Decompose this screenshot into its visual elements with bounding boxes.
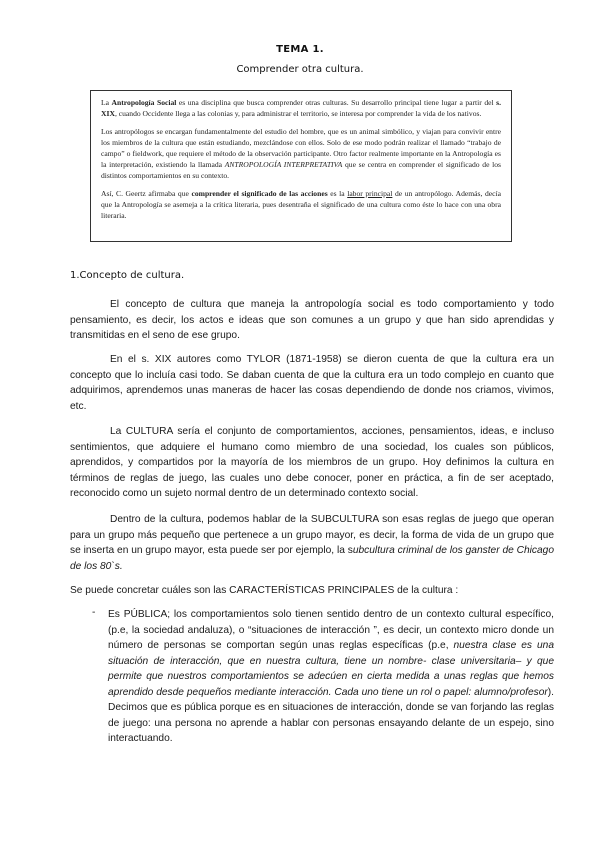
summary-box <box>90 90 512 242</box>
body-paragraph-2: En el s. XIX autores como TYLOR (1871-1958) se dieron cuenta de que la cultura era un concepto que lo incluía casi todo. Se daban cuenta de que la cultura era un todo complejo en cuanto que adquirimos, aprendemos unas maneras de hacer las cosas dependiendo de donde nos criamos, vivimos, etc. <box>70 354 554 412</box>
page-subtitle: Comprender otra cultura. <box>236 64 364 75</box>
summary-paragraph-2: Los antropólogos se encargan fundamentalmente del estudio del hombre, que es un animal simbólico, y viajan para convivir entre los miembros de la cultura que están estudiando, mezclándose con ellos. Solo de ese modo podrán realizar el llamado “trabajo de campo” o fieldwork, que requiere el método de la observación participante. Otro factor realmente importante en la Antropología es la interpretación, existiendo la llamada ANTROPOLOGÍA INTERPRETATIVA que se centra en comprender el significado de los distintos comportamientos en su contexto. <box>101 127 501 180</box>
page-title: TEMA 1. <box>276 44 324 55</box>
body-paragraph-4: Dentro de la cultura, podemos hablar de la SUBCULTURA son esas reglas de juego que operan para un grupo más pequeño que pertenece a un grupo mayor, es decir, la forma de vida de un grupo que se inserta en un grupo mayor, esta puede ser por ejemplo, la subcultura criminal de los ganster de Chicago de los 80`s. <box>70 514 554 572</box>
summary-paragraph-3: Así, C. Geertz afirmaba que comprender el significado de las acciones es la labor principal de un antropólogo. Además, decía que la Antropología se asemeja a la crítica literaria, pues desentraña el significado de una cultura como éste lo hace con una obra literaria. <box>101 189 501 220</box>
bullet-item-publica: Es PÚBLICA; los comportamientos solo tienen sentido dentro de un contexto cultural específico, (p.e, la sociedad andaluza), o “situaciones de interacción ”, es decir, un contexto micro donde un número de personas se comportan según unas reglas específicas (p.e, nuestra clase es una situación de interacción, que en nuestra cultura, tiene un nombre- clase universitaria– y que permite que nuestros comportamientos se adecúen en cierta medida a unas reglas que hemos aprendido desde pequeños mediante interacción. Cada uno tiene un rol o papel: alumno/profesor). Decimos que es pública porque es en situaciones de interacción, donde se van forjando las reglas de juego: una persona no aprende a hablar con personas ensayando delante de un espejo, sino interactuando. <box>108 609 555 744</box>
body-paragraph-3: La CULTURA sería el conjunto de comportamientos, acciones, pensamientos, ideas, e incluso sentimientos, que adquiere el humano como miembro de una sociedad, los cuales son públicos, aprendidos, y compartidos por la mayoría de los miembros de un grupo. Hoy definimos la cultura en términos de reglas de juego, las cuales uno debe conocer, poner en práctica, a fin de ser aceptado, reconocido como un sujeto normal dentro de un determinado contexto social. <box>70 426 554 499</box>
bullet-dash: - <box>92 607 96 618</box>
body-paragraph-5: Se puede concretar cuáles son las CARACTERÍSTICAS PRINCIPALES de la cultura : <box>70 585 459 596</box>
section-heading: 1.Concepto de cultura. <box>70 270 185 281</box>
body-paragraph-1: El concepto de cultura que maneja la antropología social es todo comportamiento y todo pensamiento, es decir, los actos e ideas que son comunes a un grupo y que han sido aprendidas y transmitidas en el seno de ese grupo. <box>70 299 554 341</box>
summary-paragraph-1: La Antropología Social es una disciplina que busca comprender otras culturas. Su desarrollo principal tiene lugar a partir del s. XIX, cuando Occidente llega a las colonias y, para administrar el territorio, se interesa por comprender la vida de los nativos. <box>101 98 501 118</box>
